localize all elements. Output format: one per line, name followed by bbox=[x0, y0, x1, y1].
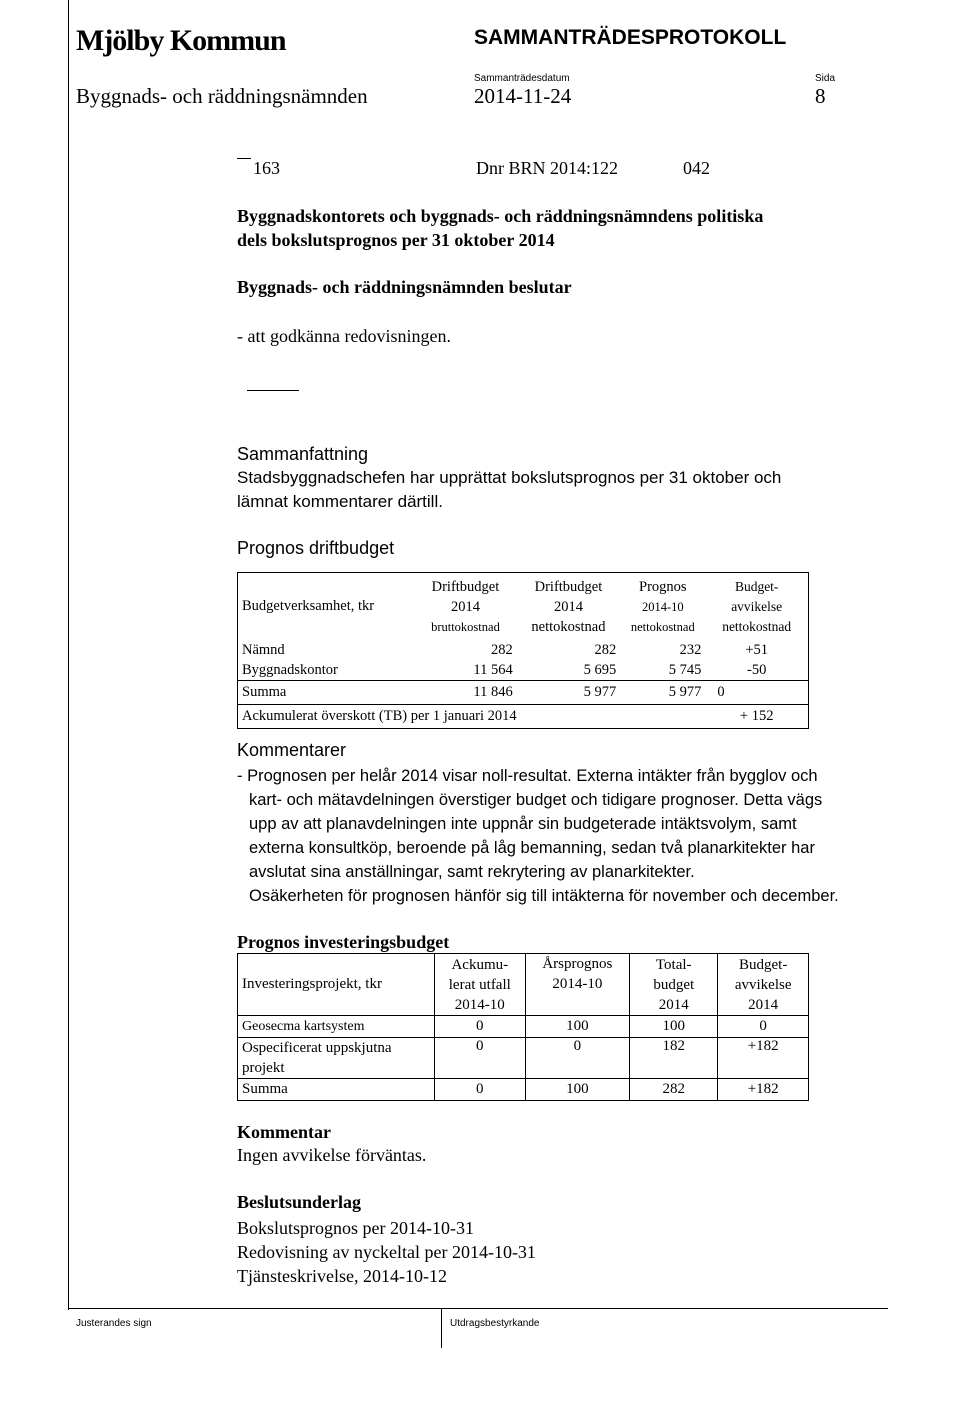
drift-col-prognos-header bbox=[620, 573, 705, 641]
comments-line3: upp av att planavdelningen inte uppnår sin budgeterade intäktsvolym, samt bbox=[249, 815, 797, 833]
drift-col-avvikelse-header-a: Budget- bbox=[734, 578, 779, 594]
drift-header-row bbox=[238, 573, 809, 641]
drift-row-name: Summa bbox=[242, 684, 287, 700]
invest-row-utfall: 0 bbox=[434, 1038, 525, 1079]
drift-ack-value: + 152 bbox=[739, 708, 774, 724]
drift-row-name: Nämnd bbox=[242, 642, 285, 658]
basis-item: Redovisning av nyckeltal per 2014-10-31 bbox=[237, 1242, 536, 1262]
decision-heading: Byggnads- och räddningsnämnden beslutar bbox=[237, 277, 572, 297]
basis-list bbox=[237, 1216, 536, 1288]
item-title-line2: dels bokslutsprognos per 31 oktober 2014 bbox=[237, 230, 555, 250]
drift-col-prognos-header-c: nettokostnad bbox=[630, 619, 695, 634]
invest-col-prognos-header-b: 2014-10 bbox=[552, 976, 603, 992]
item-title-line1: Byggnadskontorets och byggnads- och räddningsnämndens politiska bbox=[237, 206, 764, 226]
invest-header-row bbox=[238, 954, 809, 1016]
invest-col-utfall-header-a: Ackumu- bbox=[451, 956, 509, 973]
drift-col-brutto-header-a: Driftbudget bbox=[431, 578, 500, 595]
date-label: Sammanträdesdatum bbox=[474, 73, 570, 84]
drift-row-netto: 282 bbox=[594, 642, 617, 658]
drift-row-netto: 5 695 bbox=[583, 661, 617, 678]
invest-row-name: Summa bbox=[238, 1079, 435, 1101]
org-name: Mjölby Kommun bbox=[76, 24, 286, 57]
margin-line bbox=[68, 0, 69, 1310]
drift-row-avvikelse: 0 bbox=[717, 684, 725, 700]
board-name: Byggnads- och räddningsnämnden bbox=[76, 84, 368, 108]
drift-col-brutto-header-b: 2014 bbox=[450, 598, 480, 615]
table-row bbox=[238, 661, 809, 681]
drift-row-netto: 5 977 bbox=[583, 684, 617, 700]
drift-col-netto-header-b: 2014 bbox=[553, 598, 583, 615]
drift-ack-row bbox=[238, 705, 809, 729]
drift-col-netto-header-a: Driftbudget bbox=[534, 578, 603, 595]
invest-table bbox=[237, 953, 809, 1101]
invest-col-utfall-header bbox=[434, 954, 525, 1016]
invest-row-name bbox=[238, 1038, 435, 1079]
doc-type: SAMMANTRÄDESPROTOKOLL bbox=[474, 26, 787, 49]
invest-col-prognos-header bbox=[525, 954, 630, 1016]
drift-row-prognos: 5 745 bbox=[668, 661, 702, 678]
page-label: Sida bbox=[815, 73, 836, 84]
invest-col-budget-header-c: 2014 bbox=[658, 996, 689, 1013]
comments-line1: - Prognosen per helår 2014 visar noll-resultat. Externa intäkter från bygglov och bbox=[237, 767, 818, 785]
drift-col-name-header: Budgetverksamhet, tkr bbox=[242, 598, 375, 615]
comment2-heading: Kommentar bbox=[237, 1122, 331, 1142]
invest-col-avvikelse-header-b: avvikelse bbox=[734, 976, 792, 993]
invest-col-utfall-header-b: lerat utfall bbox=[448, 976, 511, 993]
basis-heading: Beslutsunderlag bbox=[237, 1192, 362, 1212]
item-code: 042 bbox=[683, 158, 710, 178]
invest-col-avvikelse-header bbox=[718, 954, 809, 1016]
invest-row-name: Geosecma kartsystem bbox=[238, 1016, 435, 1038]
invest-row-budget: 100 bbox=[630, 1016, 718, 1038]
meeting-date: 2014-11-24 bbox=[474, 84, 572, 108]
comments-line4: externa konsultköp, beroende på låg bemanning, sedan två planarkitekter har bbox=[249, 839, 815, 857]
invest-col-avvikelse-header-c: 2014 bbox=[748, 996, 779, 1013]
drift-row-name: Byggnadskontor bbox=[242, 661, 338, 678]
drift-col-avvikelse-header bbox=[705, 573, 808, 641]
item-dnr: Dnr BRN 2014:122 bbox=[476, 158, 619, 178]
drift-row-avvikelse: +51 bbox=[745, 642, 769, 658]
invest-col-prognos-header-a: Årsprognos bbox=[542, 956, 613, 972]
basis-item: Tjänsteskrivelse, 2014-10-12 bbox=[237, 1266, 447, 1286]
drift-col-avvikelse-header-c: nettokostnad bbox=[722, 618, 792, 634]
drift-heading: Prognos driftbudget bbox=[237, 538, 395, 558]
drift-col-prognos-header-b: 2014-10 bbox=[641, 599, 684, 614]
comments-text bbox=[237, 764, 839, 908]
comments-heading: Kommentarer bbox=[237, 740, 347, 760]
comments-line5: avslutat sina anställningar, samt rekrytering av planarkitekter. bbox=[249, 863, 695, 881]
drift-row-prognos: 5 977 bbox=[668, 684, 702, 700]
item-number: 163 bbox=[253, 158, 280, 178]
invest-col-budget-header-a: Total- bbox=[655, 956, 692, 973]
table-row bbox=[238, 1079, 809, 1101]
comment2-text: Ingen avvikelse förväntas. bbox=[237, 1145, 427, 1165]
page-number: 8 bbox=[815, 84, 826, 108]
invest-row-avvikelse: +182 bbox=[747, 1038, 779, 1054]
invest-col-budget-header bbox=[630, 954, 718, 1016]
table-row bbox=[238, 641, 809, 661]
table-row bbox=[238, 1016, 809, 1038]
drift-row-brutto: 282 bbox=[490, 642, 513, 658]
invest-row-avvikelse: 0 bbox=[759, 1018, 767, 1034]
invest-col-avvikelse-header-a: Budget- bbox=[739, 956, 788, 973]
footer-divider bbox=[441, 1308, 442, 1348]
drift-row-brutto: 11 564 bbox=[473, 661, 513, 678]
decision-text: - att godkänna redovisningen. bbox=[237, 326, 451, 346]
comments-line2: kart- och mätavdelningen överstiger budget och tidigare prognoser. Detta vägs bbox=[249, 791, 823, 809]
comments-line6: Osäkerheten för prognosen hänför sig till intäkterna för november och december. bbox=[249, 887, 839, 905]
invest-row-budget: 182 bbox=[630, 1038, 718, 1079]
invest-row-avvikelse: +182 bbox=[747, 1081, 779, 1097]
sign-label: Justerandes sign bbox=[76, 1318, 152, 1329]
drift-row-avvikelse: -50 bbox=[747, 661, 767, 678]
summary-line2: lämnat kommentarer därtill. bbox=[237, 492, 443, 511]
invest-col-utfall-header-c: 2014-10 bbox=[454, 996, 505, 1013]
invest-row-budget: 282 bbox=[630, 1079, 718, 1101]
drift-row-prognos: 232 bbox=[679, 642, 702, 658]
basis-item: Bokslutsprognos per 2014-10-31 bbox=[237, 1218, 474, 1238]
drift-col-avvikelse-header-b: avvikelse bbox=[731, 598, 783, 614]
table-row bbox=[238, 1038, 809, 1079]
footer-line bbox=[68, 1308, 888, 1309]
drift-col-netto-header bbox=[517, 573, 620, 641]
drift-col-brutto-header-c: bruttokostnad bbox=[431, 619, 500, 634]
drift-col-brutto-header bbox=[414, 573, 517, 641]
invest-row-name-a: Ospecificerat uppskjutna bbox=[242, 1040, 392, 1056]
summary-line1: Stadsbyggnadschefen har upprättat bokslutsprognos per 31 oktober och bbox=[237, 468, 782, 487]
table-row bbox=[238, 681, 809, 705]
cert-label: Utdragsbestyrkande bbox=[450, 1318, 540, 1329]
invest-heading: Prognos investeringsbudget bbox=[237, 932, 450, 952]
invest-col-name-header: Investeringsprojekt, tkr bbox=[238, 954, 435, 1016]
drift-col-netto-header-c: nettokostnad bbox=[531, 618, 606, 635]
drift-table bbox=[237, 572, 809, 729]
invest-row-prognos: 100 bbox=[525, 1016, 630, 1038]
separator-line bbox=[247, 390, 299, 391]
summary-heading: Sammanfattning bbox=[237, 444, 369, 464]
invest-row-prognos: 0 bbox=[525, 1038, 630, 1079]
drift-row-brutto: 11 846 bbox=[473, 684, 513, 700]
invest-row-utfall: 0 bbox=[434, 1016, 525, 1038]
drift-ack-label: Ackumulerat överskott (TB) per 1 januari 2014 bbox=[242, 708, 517, 724]
invest-row-name-b: projekt bbox=[242, 1060, 285, 1076]
invest-row-utfall: 0 bbox=[434, 1079, 525, 1101]
paragraph-mark bbox=[237, 158, 251, 159]
drift-col-prognos-header-a: Prognos bbox=[639, 578, 687, 595]
invest-col-budget-header-b: budget bbox=[653, 976, 695, 993]
invest-row-prognos: 100 bbox=[525, 1079, 630, 1101]
